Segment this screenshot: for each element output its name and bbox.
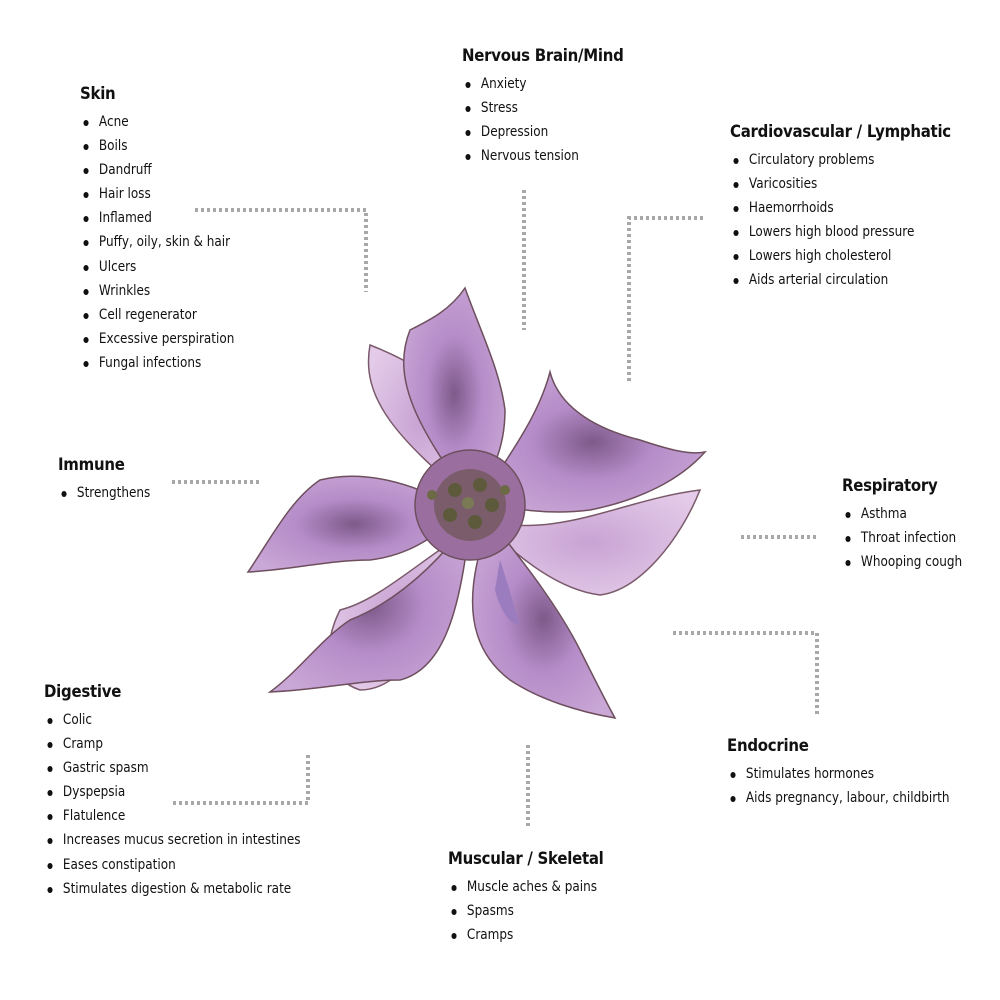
- list-item: Gastric spasm: [44, 756, 301, 780]
- list-item: Excessive perspiration: [80, 327, 234, 351]
- list-item: Flatulence: [44, 804, 301, 828]
- immune-title: Immune: [58, 455, 125, 475]
- list-item: Stimulates digestion & metabolic rate: [44, 877, 301, 901]
- list-item: Varicosities: [730, 172, 946, 196]
- list-item: Eases constipation: [44, 853, 301, 877]
- list-item: Lowers high blood pressure: [730, 220, 946, 244]
- skin-title: Skin: [80, 84, 116, 104]
- list-item: Cramps: [448, 923, 600, 947]
- immune-section: [58, 455, 165, 505]
- respiratory-list: [842, 502, 982, 574]
- list-item: Lowers high cholesterol: [730, 244, 946, 268]
- endocrine-list: [727, 762, 986, 810]
- list-item: Fungal infections: [80, 351, 234, 375]
- endocrine-section: [727, 736, 986, 810]
- nervous-list: [462, 72, 646, 168]
- list-item: Increases mucus secretion in intestines: [44, 828, 301, 852]
- list-item: Inflamed: [80, 206, 234, 230]
- list-item: Anxiety: [462, 72, 620, 96]
- list-item: Haemorrhoids: [730, 196, 946, 220]
- list-item: Cell regenerator: [80, 303, 234, 327]
- cardio-section: [730, 122, 981, 293]
- list-item: Depression: [462, 120, 620, 144]
- endocrine-title: Endocrine: [727, 736, 809, 756]
- list-item: Throat infection: [842, 526, 962, 550]
- list-item: Muscle aches & pains: [448, 875, 600, 899]
- muscular-section: [448, 849, 625, 947]
- list-item: Ulcers: [80, 255, 234, 279]
- list-item: Strengthens: [58, 481, 150, 505]
- nervous-title: Nervous Brain/Mind: [462, 46, 624, 66]
- list-item: Wrinkles: [80, 279, 234, 303]
- skin-section: [80, 84, 260, 375]
- cardio-list: [730, 148, 981, 293]
- digestive-section: [44, 682, 342, 901]
- list-item: Circulatory problems: [730, 148, 946, 172]
- nervous-section: [462, 46, 646, 168]
- list-item: Cramp: [44, 732, 301, 756]
- list-item: Aids pregnancy, labour, childbirth: [727, 786, 950, 810]
- respiratory-section: [842, 476, 982, 574]
- list-item: Boils: [80, 134, 234, 158]
- list-item: Asthma: [842, 502, 962, 526]
- list-item: Stimulates hormones: [727, 762, 950, 786]
- list-item: Dandruff: [80, 158, 234, 182]
- list-item: Colic: [44, 708, 301, 732]
- muscular-list: [448, 875, 625, 947]
- list-item: Puffy, oily, skin & hair: [80, 230, 234, 254]
- list-item: Nervous tension: [462, 144, 620, 168]
- list-item: Hair loss: [80, 182, 234, 206]
- cardio-title: Cardiovascular / Lymphatic: [730, 122, 951, 142]
- list-item: Spasms: [448, 899, 600, 923]
- respiratory-title: Respiratory: [842, 476, 938, 496]
- list-item: Acne: [80, 110, 234, 134]
- list-item: Dyspepsia: [44, 780, 301, 804]
- list-item: Aids arterial circulation: [730, 268, 946, 292]
- digestive-list: [44, 708, 342, 901]
- list-item: Whooping cough: [842, 550, 962, 574]
- muscular-title: Muscular / Skeletal: [448, 849, 604, 869]
- list-item: Stress: [462, 96, 620, 120]
- immune-list: [58, 481, 165, 505]
- skin-list: [80, 110, 260, 375]
- digestive-title: Digestive: [44, 682, 122, 702]
